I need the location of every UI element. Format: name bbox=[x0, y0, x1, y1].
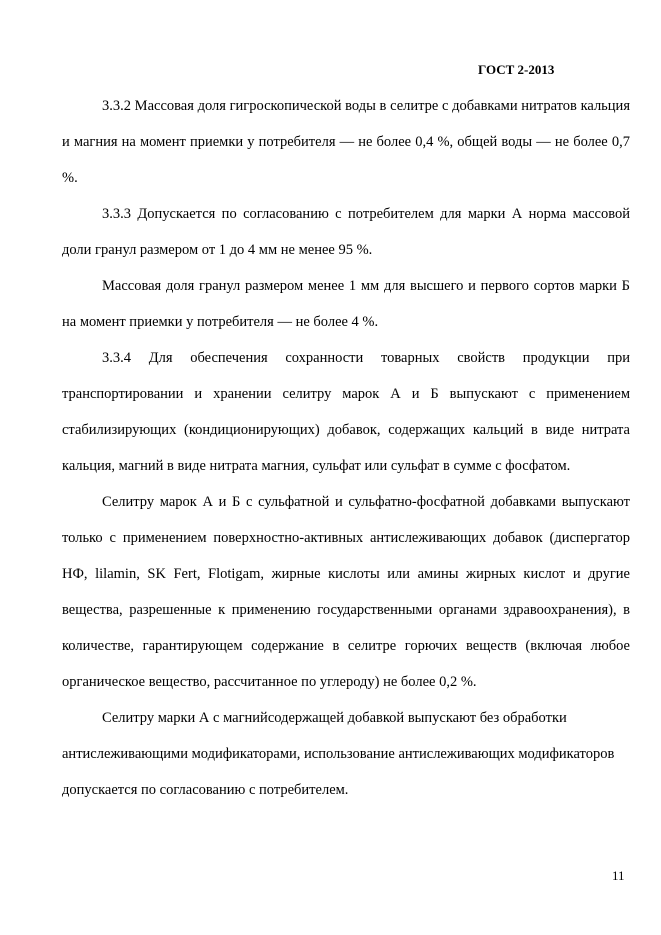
page-number: 11 bbox=[612, 868, 625, 883]
paragraph-magnesium-additive: Селитру марки А с магнийсодержащей добавкой выпускают без обработки антислеживающими модификаторами, использование антислеживающих модификаторов допускается по согласованию с потребителем. bbox=[62, 710, 615, 798]
paragraph-sulfate-additives: Селитру марок А и Б с сульфатной и сульфатно-фосфатной добавками выпускают только с применением поверхностно-активных антислеживающих добавок (диспергатор НФ, lilamin, SK Fert, Flotigam, жирные кислоты или амины жирных кислот и другие вещества, разрешенные к применению государственными органами здравоохранения), в количестве, гарантирующем содержание в селитре горючих веществ (включая любое органическое вещество, рассчитанное по углероду) не более 0,2 %. bbox=[62, 494, 630, 690]
document-body bbox=[62, 88, 630, 808]
paragraph-3-3-3: 3.3.3 Допускается по согласованию с потребителем для марки А норма массовой доли гранул размером от 1 до 4 мм не менее 95 %. bbox=[62, 206, 630, 258]
paragraph-3-3-4: 3.3.4 Для обеспечения сохранности товарных свойств продукции при транспортировании и хранении селитру марок А и Б выпускают с применением стабилизирующих (кондиционирующих) добавок, содержащих кальций в виде нитрата кальция, магний в виде нитрата магния, сульфат или сульфат в сумме с фосфатом. bbox=[62, 350, 630, 474]
paragraph-3-3-2: 3.3.2 Массовая доля гигроскопической воды в селитре с добавками нитратов кальция и магния на момент приемки у потребителя — не более 0,4 %, общей воды — не более 0,7 %. bbox=[62, 98, 630, 186]
paragraph-fine-granules: Массовая доля гранул размером менее 1 мм для высшего и первого сортов марки Б на момент приемки у потребителя — не более 4 %. bbox=[62, 278, 630, 330]
document-code-header: ГОСТ 2-2013 bbox=[478, 62, 555, 77]
